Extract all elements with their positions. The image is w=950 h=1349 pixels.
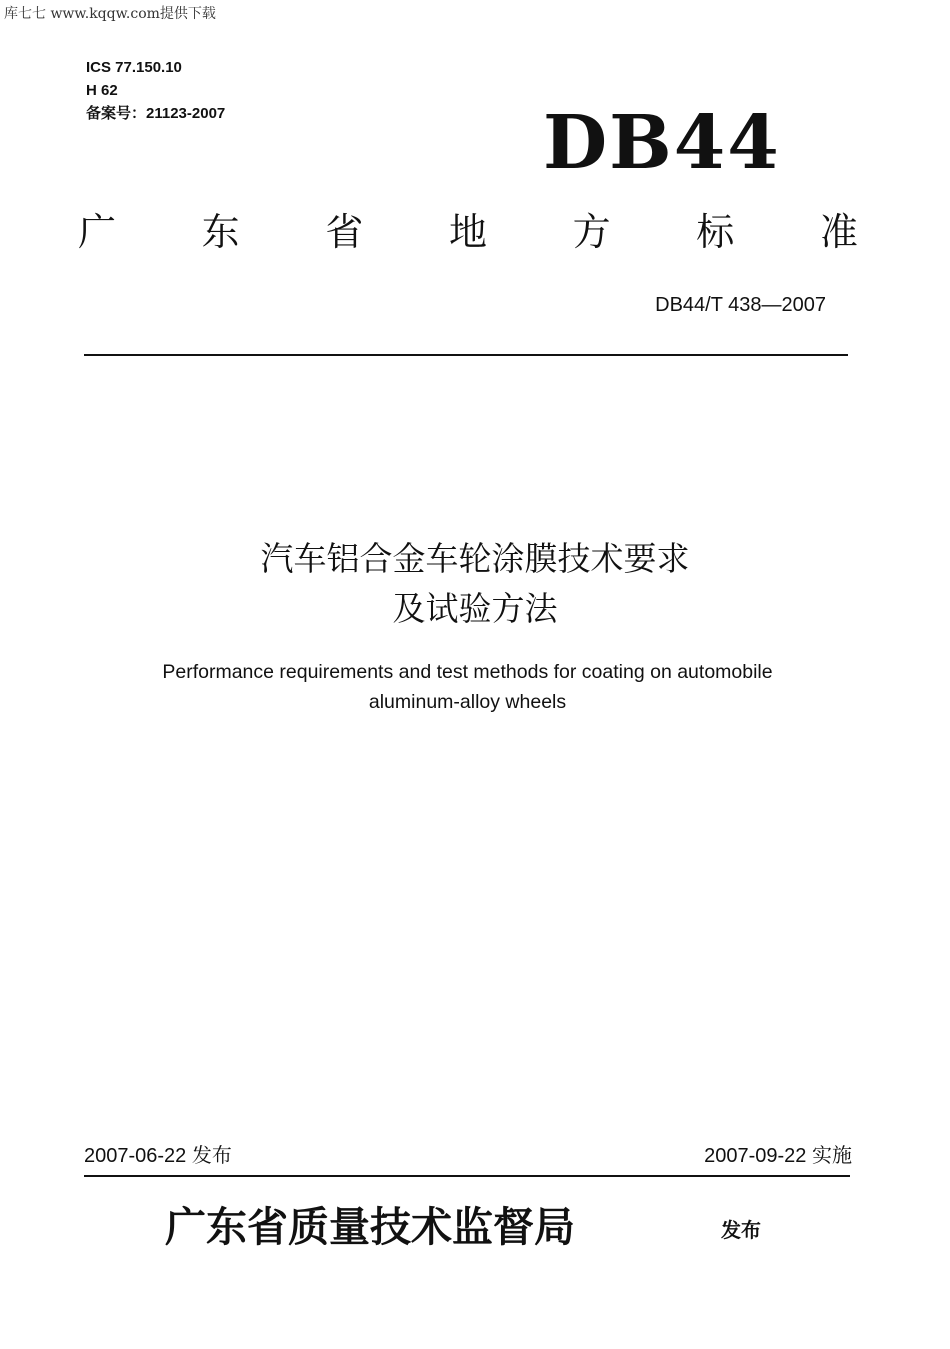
standard-type-heading [78, 207, 858, 257]
publish-date: 2007-06-22 发布 [84, 1145, 232, 1167]
header-divider [84, 354, 848, 356]
title-en-line2: aluminum-alloy wheels [368, 691, 567, 713]
implement-date: 2007-09-22 实施 [704, 1145, 852, 1167]
ics-code: ICS 77.150.10 [86, 59, 182, 76]
standard-type-char: 广 [78, 210, 117, 254]
standard-number: DB44/T 438—2007 [655, 294, 826, 316]
issuer-name: 广东省质量技术监督局 [165, 1203, 575, 1251]
standard-type-char: 地 [448, 210, 487, 254]
standard-type-char: 省 [325, 210, 364, 254]
standard-code-logo: DB44 [543, 100, 781, 186]
title-cn-line1: 汽车铝合金车轮涂膜技术要求 [260, 539, 690, 578]
footer-divider [84, 1175, 850, 1177]
standard-type-char: 准 [819, 210, 858, 254]
title-en-line1: Performance requirements and test methods for coating on automobile [162, 661, 773, 683]
standard-type-char: 方 [572, 210, 611, 254]
standard-type-char: 标 [696, 210, 735, 254]
record-number: 备案号：21123-2007 [86, 105, 226, 122]
issuer-suffix: 发布 [721, 1218, 761, 1242]
category-code: H 62 [86, 82, 118, 99]
standard-type-char: 东 [201, 210, 240, 254]
watermark-text: 库七七 www.kqqw.com提供下载 [4, 6, 216, 22]
title-cn-line2: 及试验方法 [392, 589, 558, 628]
